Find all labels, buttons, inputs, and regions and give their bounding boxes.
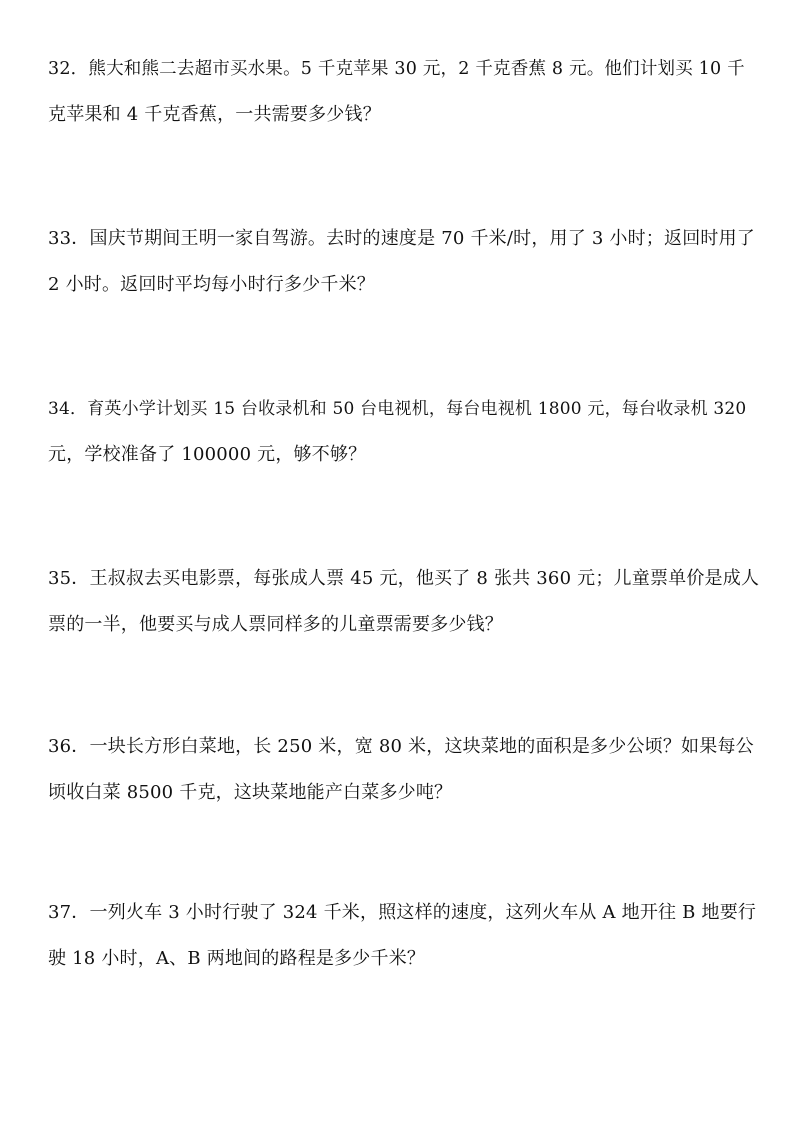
problem-37-line-1: 37．一列火车 3 小时行驶了 324 千米，照这样的速度，这列火车从 A 地开往 B 地要行 (48, 902, 757, 923)
problem-35-line-2: 票的一半，他要买与成人票同样多的儿童票需要多少钱？ (48, 614, 503, 635)
problem-34-line-1: 34．育英小学计划买 15 台收录机和 50 台电视机，每台电视机 1800 元，每台收录机 320 (48, 399, 747, 419)
problem-36-line-1: 36．一块长方形白菜地，长 250 米，宽 80 米，这块菜地的面积是多少公顷？如果每公 (48, 736, 754, 757)
problem-33-line-1: 33．国庆节期间王明一家自驾游。去时的速度是 70 千米/时，用了 3 小时；返回时用了 (48, 228, 756, 249)
problem-32 (48, 56, 760, 128)
problem-33 (48, 226, 760, 298)
problem-35 (48, 566, 760, 638)
problem-32-line-2: 克苹果和 4 千克香蕉，一共需要多少钱？ (48, 104, 381, 125)
problem-33-line-2: 2 小时。返回时平均每小时行多少千米？ (48, 274, 375, 295)
problem-34 (48, 396, 760, 468)
problem-37-line-2: 驶 18 小时，A、B 两地间的路程是多少千米？ (48, 948, 426, 969)
problem-36 (48, 734, 760, 806)
problem-37 (48, 900, 760, 972)
problem-36-line-2: 顷收白菜 8500 千克，这块菜地能产白菜多少吨？ (48, 782, 453, 803)
problem-34-line-2: 元，学校准备了 100000 元，够不够？ (48, 444, 367, 465)
problem-35-line-1: 35．王叔叔去买电影票，每张成人票 45 元，他买了 8 张共 360 元；儿童票单价是成人 (48, 568, 760, 589)
problem-32-line-1: 32．熊大和熊二去超市买水果。5 千克苹果 30 元，2 千克香蕉 8 元。他们计划买 10 千 (48, 59, 745, 79)
